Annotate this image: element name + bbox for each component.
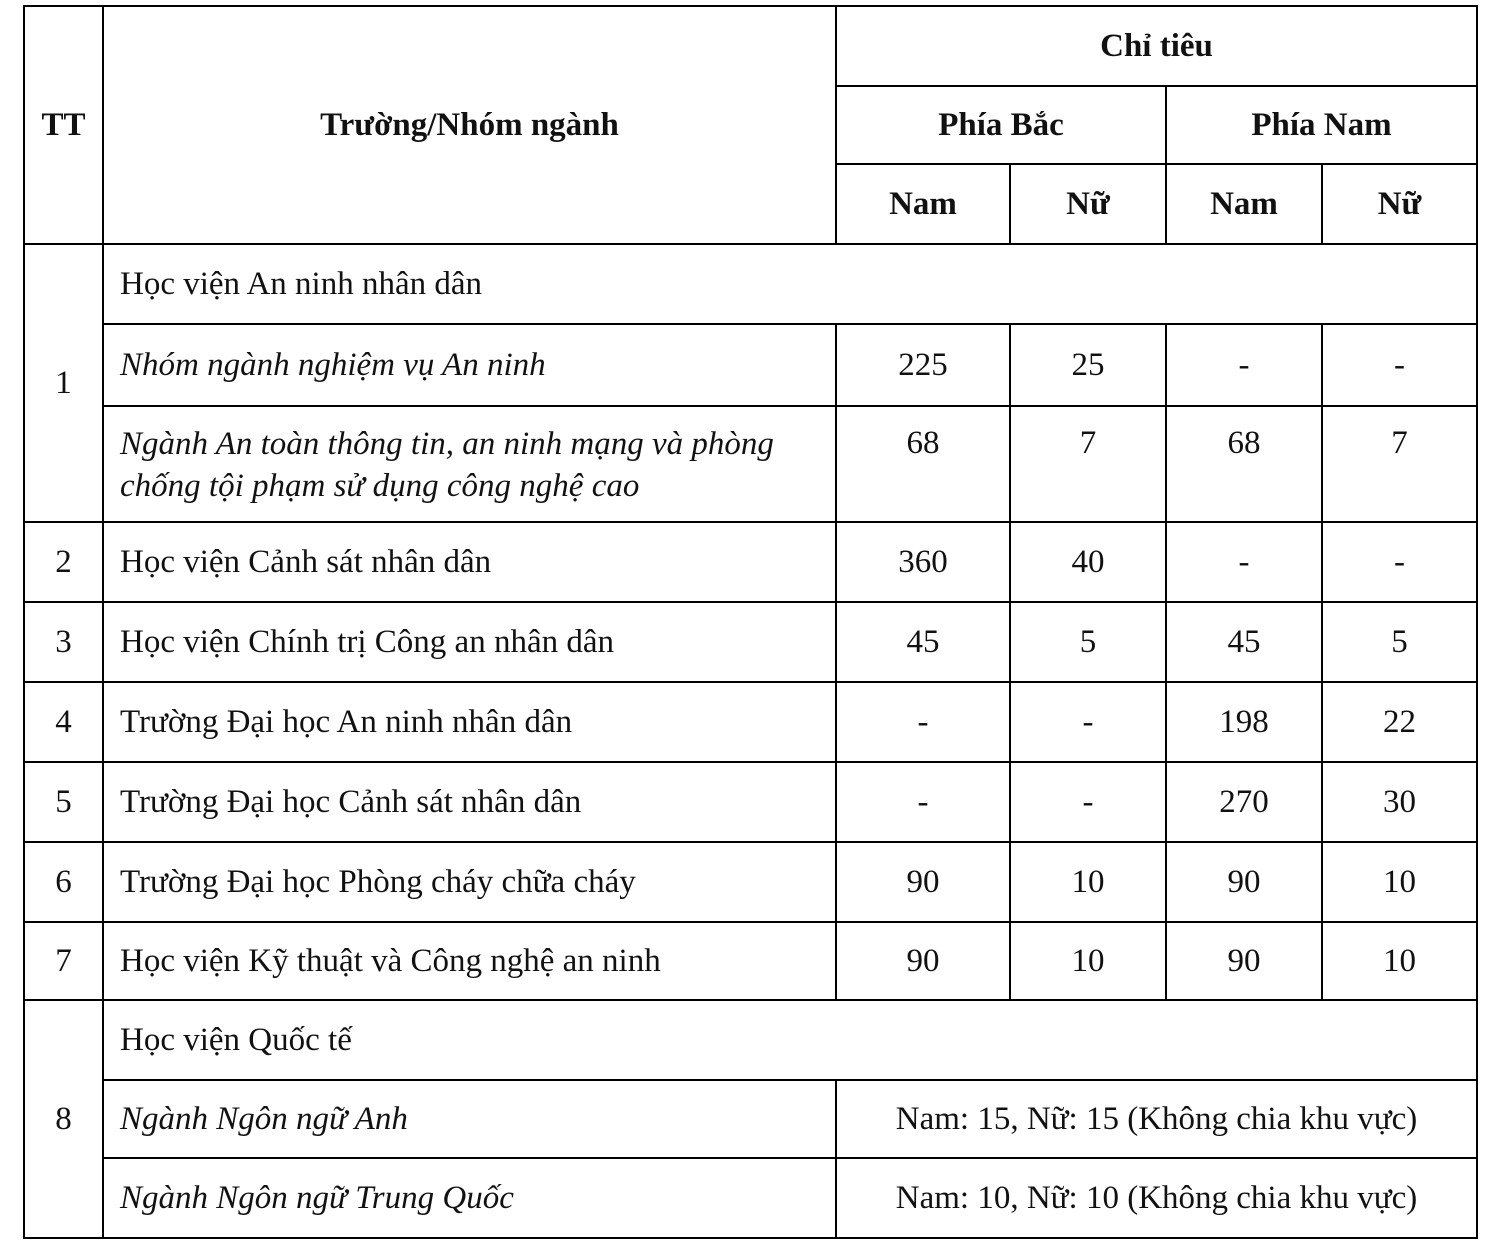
quota-cell: - — [1322, 324, 1477, 406]
header-nam-nu: Nữ — [1322, 164, 1477, 244]
institution-name: Học viện Chính trị Công an nhân dân — [103, 602, 836, 682]
quota-cell: 68 — [836, 406, 1010, 522]
quota-cell: 10 — [1322, 842, 1477, 922]
quota-cell: 90 — [1166, 922, 1322, 1000]
row-number: 2 — [24, 522, 103, 602]
quota-cell: 198 — [1166, 682, 1322, 762]
combined-quota-cell: Nam: 15, Nữ: 15 (Không chia khu vực) — [836, 1080, 1477, 1158]
quota-cell: - — [1166, 324, 1322, 406]
table-row — [24, 762, 1477, 842]
table-row — [24, 602, 1477, 682]
quota-cell: 10 — [1322, 922, 1477, 1000]
quota-cell: - — [1010, 762, 1166, 842]
header-bac-nam: Nam — [836, 164, 1010, 244]
quota-cell: 225 — [836, 324, 1010, 406]
row-number: 1 — [24, 244, 103, 522]
quota-cell: 90 — [836, 922, 1010, 1000]
quota-cell: 7 — [1010, 406, 1166, 522]
header-chi-tieu: Chỉ tiêu — [836, 6, 1477, 86]
quota-cell: 25 — [1010, 324, 1166, 406]
major-name: Nhóm ngành nghiệm vụ An ninh — [103, 324, 836, 406]
row-number: 7 — [24, 922, 103, 1000]
quota-cell: 40 — [1010, 522, 1166, 602]
header-nam-nam: Nam — [1166, 164, 1322, 244]
institution-name: Học viện Cảnh sát nhân dân — [103, 522, 836, 602]
table-row — [24, 522, 1477, 602]
table-row — [24, 682, 1477, 762]
quota-cell: 10 — [1010, 842, 1166, 922]
quota-cell: 45 — [836, 602, 1010, 682]
quota-cell: 68 — [1166, 406, 1322, 522]
table-row — [24, 1080, 1477, 1158]
row-number: 4 — [24, 682, 103, 762]
quota-cell: 30 — [1322, 762, 1477, 842]
row-number: 6 — [24, 842, 103, 922]
header-tt: TT — [24, 6, 103, 244]
major-name: Ngành An toàn thông tin, an ninh mạng và phòng chống tội phạm sử dụng công nghệ cao — [103, 406, 836, 522]
institution-name: Trường Đại học Cảnh sát nhân dân — [103, 762, 836, 842]
header-truong: Trường/Nhóm ngành — [103, 6, 836, 244]
quota-cell: 90 — [1166, 842, 1322, 922]
table-row — [24, 324, 1477, 406]
quota-cell: 270 — [1166, 762, 1322, 842]
major-name: Ngành Ngôn ngữ Trung Quốc — [103, 1158, 836, 1238]
institution-name: Trường Đại học Phòng cháy chữa cháy — [103, 842, 836, 922]
row-number: 5 — [24, 762, 103, 842]
row-number: 3 — [24, 602, 103, 682]
institution-name: Học viện Quốc tế — [103, 1000, 1477, 1080]
quota-cell: 45 — [1166, 602, 1322, 682]
quota-cell: 10 — [1010, 922, 1166, 1000]
table-row — [24, 1158, 1477, 1238]
combined-quota-cell: Nam: 10, Nữ: 10 (Không chia khu vực) — [836, 1158, 1477, 1238]
quota-cell: 5 — [1322, 602, 1477, 682]
quota-cell: - — [1322, 522, 1477, 602]
quota-cell: 7 — [1322, 406, 1477, 522]
institution-name: Học viện An ninh nhân dân — [103, 244, 1477, 324]
institution-name: Trường Đại học An ninh nhân dân — [103, 682, 836, 762]
header-bac-nu: Nữ — [1010, 164, 1166, 244]
table-row — [24, 406, 1477, 522]
quota-cell: 90 — [836, 842, 1010, 922]
quota-cell: 5 — [1010, 602, 1166, 682]
quota-cell: 360 — [836, 522, 1010, 602]
quota-cell: - — [836, 682, 1010, 762]
quota-cell: 22 — [1322, 682, 1477, 762]
major-name: Ngành Ngôn ngữ Anh — [103, 1080, 836, 1158]
institution-name: Học viện Kỹ thuật và Công nghệ an ninh — [103, 922, 836, 1000]
quota-cell: - — [836, 762, 1010, 842]
table-row — [24, 922, 1477, 1000]
table-row — [24, 842, 1477, 922]
header-phia-bac: Phía Bắc — [836, 86, 1166, 164]
header-phia-nam: Phía Nam — [1166, 86, 1477, 164]
table-row — [24, 1000, 1477, 1080]
row-number: 8 — [24, 1000, 103, 1238]
quota-cell: - — [1010, 682, 1166, 762]
table-row — [24, 244, 1477, 324]
quota-table — [23, 5, 1478, 1239]
quota-cell: - — [1166, 522, 1322, 602]
